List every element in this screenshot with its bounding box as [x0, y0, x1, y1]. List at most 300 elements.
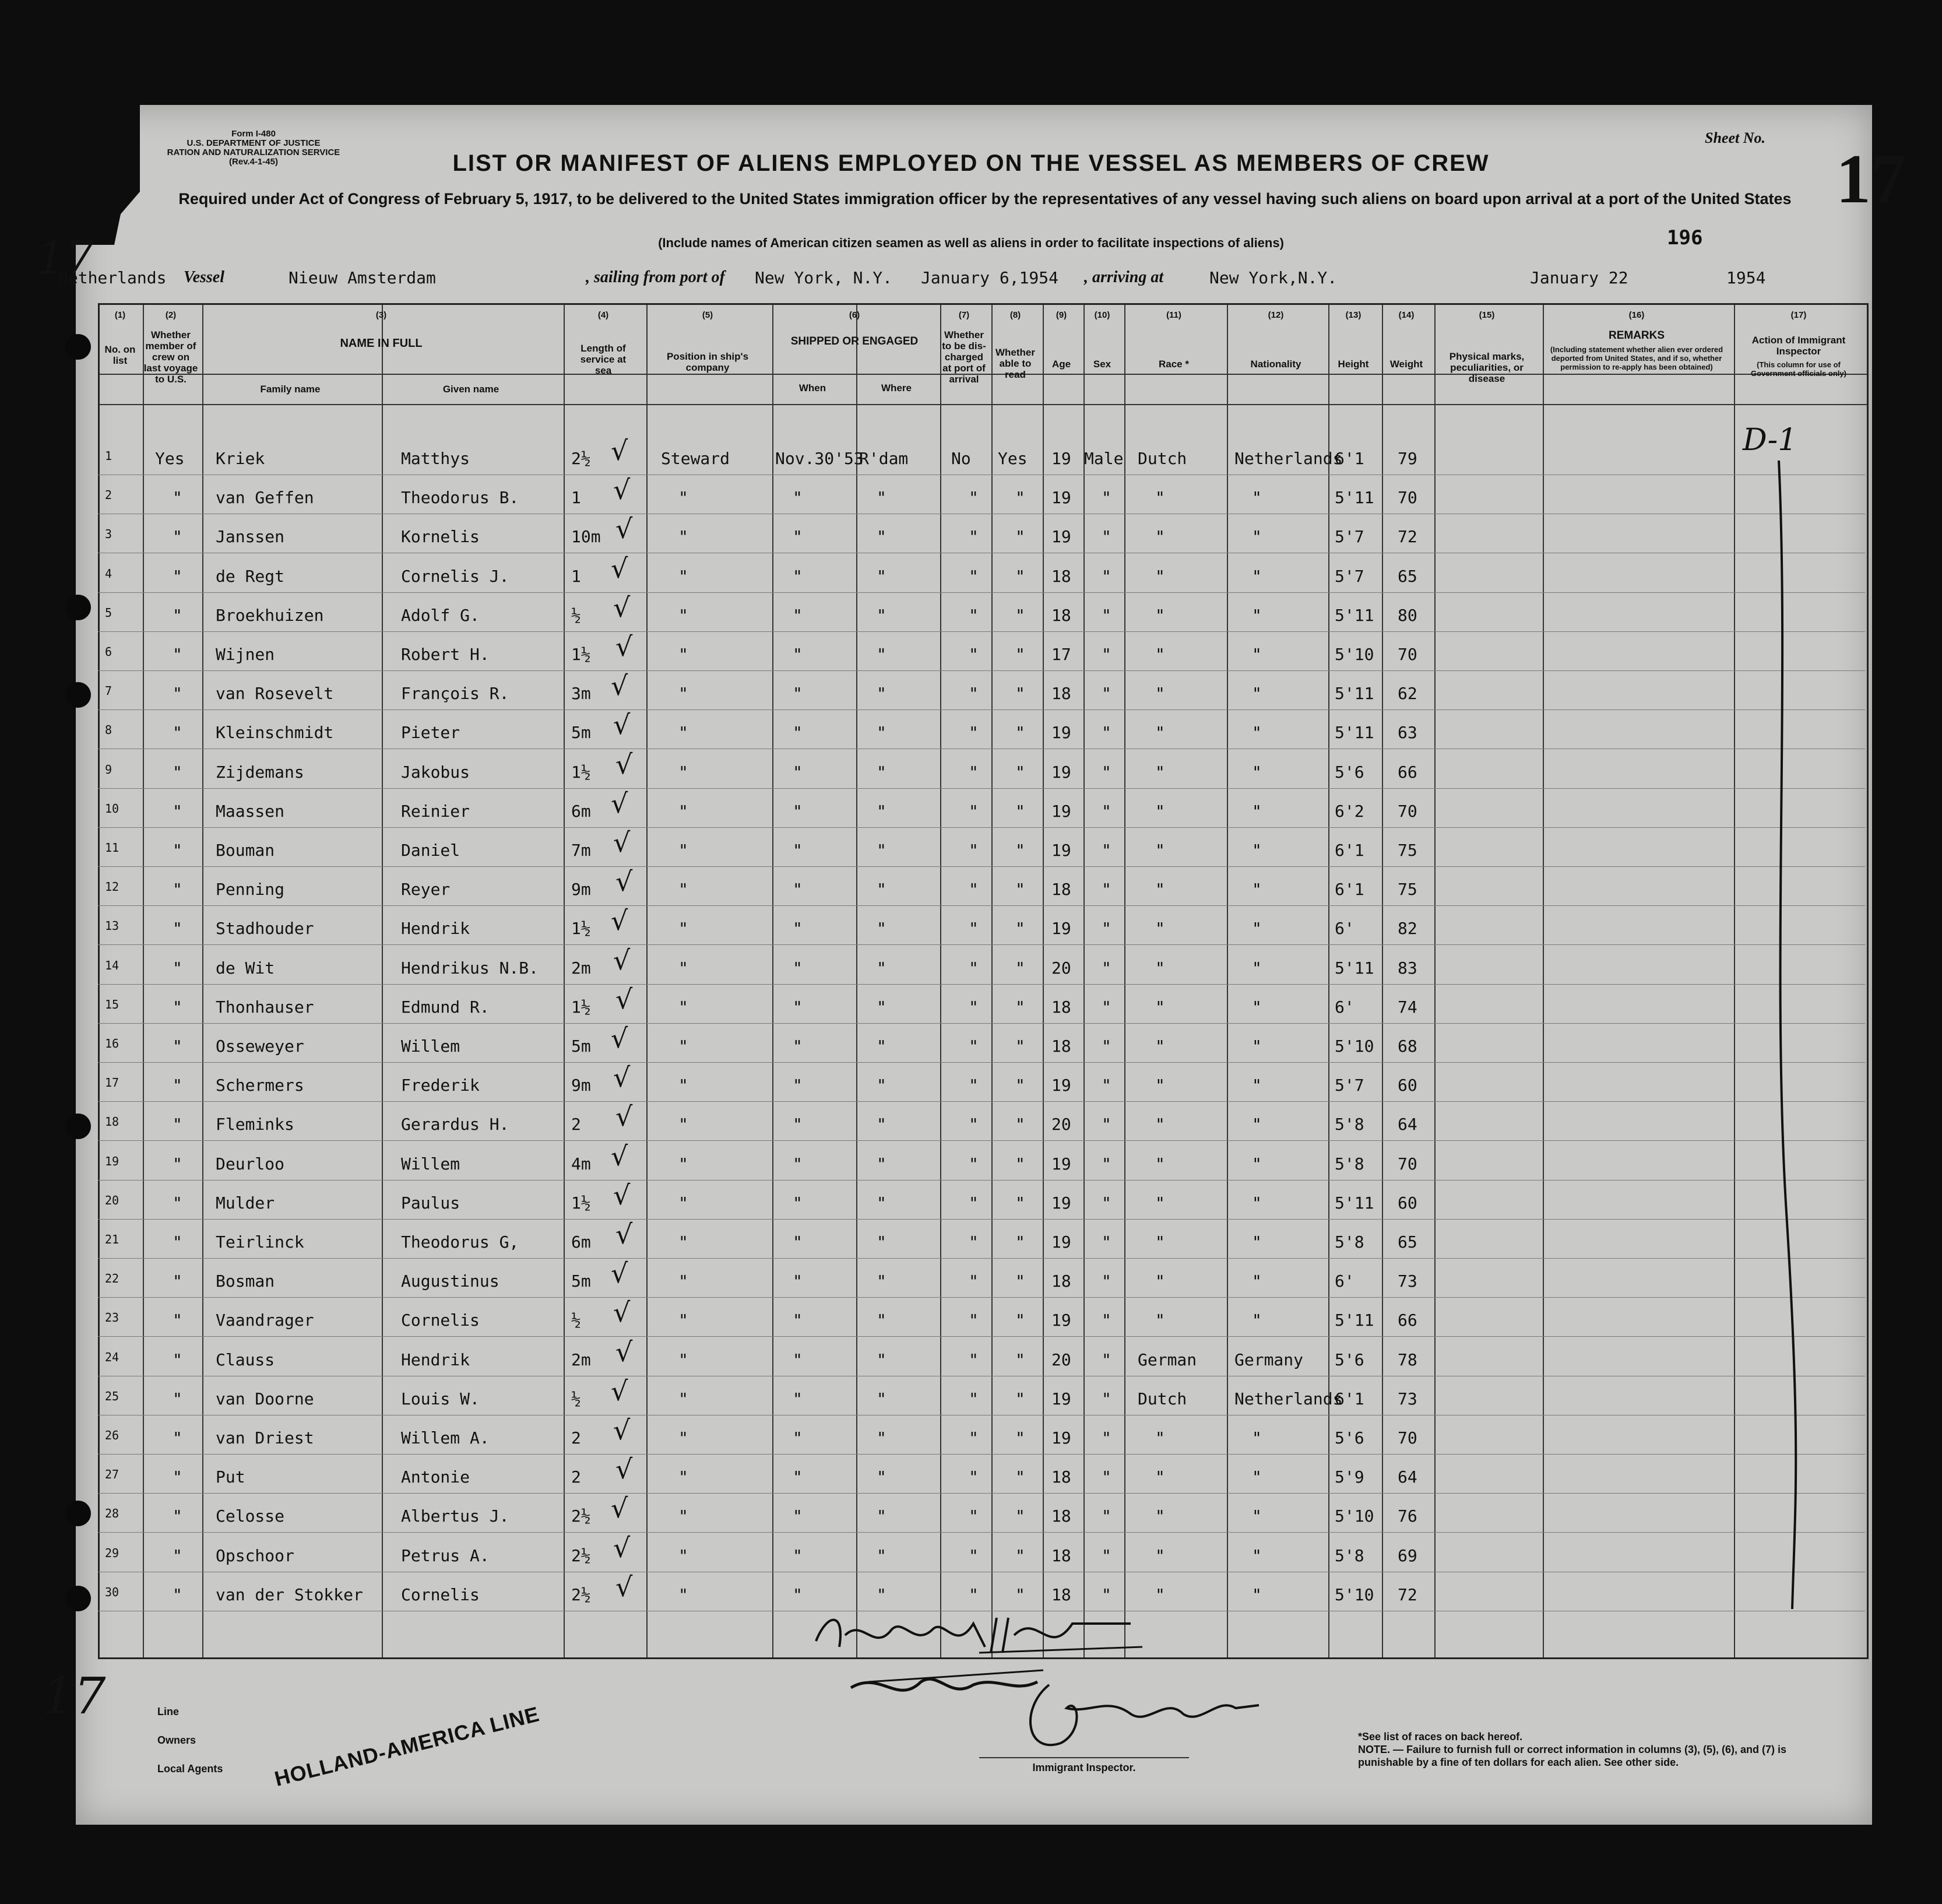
shipped-when: ": [793, 958, 803, 978]
row-rule: [98, 1140, 1865, 1141]
shipped-when: ": [793, 1193, 803, 1213]
sex: ": [1102, 958, 1111, 978]
crew-last-voyage: ": [173, 1389, 182, 1408]
check-mark: √: [611, 1257, 628, 1290]
check-mark: √: [611, 1375, 628, 1407]
nationality: ": [1252, 919, 1262, 939]
arrival-port: New York,N.Y.: [1209, 268, 1338, 287]
length-of-service: 1½: [571, 919, 591, 939]
row-rule: [98, 1454, 1865, 1455]
discharged: ": [969, 762, 979, 782]
race: ": [1155, 723, 1165, 743]
given-name: Matthys: [401, 449, 470, 468]
crew-last-voyage: ": [173, 801, 182, 821]
row-rule: [98, 1297, 1865, 1298]
sex: ": [1102, 1311, 1111, 1330]
position: ": [678, 1193, 688, 1213]
row-number: 24: [105, 1350, 119, 1364]
crew-last-voyage: ": [173, 762, 182, 782]
col-3-family-label: Family name: [260, 384, 321, 395]
given-name: Reyer: [401, 880, 451, 900]
revision-date: (Rev.4-1-45): [229, 157, 278, 167]
height: 5'11: [1335, 958, 1374, 978]
weight: 75: [1398, 880, 1417, 900]
sheet-number: 17: [1836, 140, 1906, 217]
col-14-number: (14): [1398, 310, 1415, 320]
col-6-where-label: Where: [881, 382, 912, 394]
position: Steward: [661, 449, 730, 468]
col-16-sublabel: (Including statement whether alien ever ordered deported from United States, and if so, whether permission to re-apply has been obtained): [1550, 345, 1723, 371]
check-mark: √: [615, 1218, 633, 1250]
row-rule: [98, 592, 1865, 593]
col-16-label: REMARKS: [1608, 329, 1665, 342]
shipped-when: ": [793, 1271, 803, 1291]
sex: ": [1102, 1350, 1111, 1369]
col-15-number: (15): [1479, 310, 1495, 320]
crew-last-voyage: ": [173, 488, 182, 508]
weight: 80: [1398, 605, 1417, 625]
nationality: ": [1252, 1428, 1262, 1448]
given-name: Louis W.: [401, 1389, 480, 1408]
sex: ": [1102, 1545, 1111, 1565]
sex: ": [1102, 1585, 1111, 1604]
crew-last-voyage: ": [173, 723, 182, 743]
check-mark: √: [615, 1571, 633, 1603]
col-4-label: Length of service at sea: [580, 343, 627, 376]
check-mark: √: [611, 552, 628, 584]
sex: ": [1102, 1193, 1111, 1213]
row-number: 11: [105, 841, 119, 855]
age: 19: [1051, 801, 1071, 821]
discharged: ": [969, 1350, 979, 1369]
punch-hole: [65, 1501, 91, 1526]
length-of-service: ½: [571, 1389, 581, 1408]
check-mark: √: [613, 591, 631, 623]
row-rule: [98, 1258, 1865, 1259]
shipped-where: ": [877, 1545, 886, 1565]
shipped-when: ": [793, 880, 803, 900]
family-name: Clauss: [216, 1350, 275, 1369]
able-to-read: ": [1015, 1193, 1025, 1213]
check-mark: √: [615, 983, 633, 1015]
nationality: ": [1252, 1115, 1262, 1134]
sex: ": [1102, 527, 1111, 547]
crew-last-voyage: ": [173, 958, 182, 978]
row-number: 1: [105, 449, 112, 463]
check-mark: √: [613, 1414, 631, 1446]
col-3-label: NAME IN FULL: [340, 337, 423, 350]
row-number: 5: [105, 605, 112, 620]
race: ": [1155, 801, 1165, 821]
age: 20: [1051, 1115, 1071, 1134]
age: 19: [1051, 1389, 1071, 1408]
row-rule: [98, 1101, 1865, 1102]
able-to-read: ": [1015, 527, 1025, 547]
crew-last-voyage: ": [173, 997, 182, 1017]
table-row: [98, 513, 1865, 555]
weight: 65: [1398, 1232, 1417, 1252]
nationality: ": [1252, 645, 1262, 664]
family-name: de Wit: [216, 958, 275, 978]
shipped-when: ": [793, 1389, 803, 1408]
col-9-number: (9): [1056, 310, 1067, 320]
row-rule: [98, 1532, 1865, 1533]
discharged: ": [969, 684, 979, 704]
shipped-where: ": [877, 1076, 886, 1095]
height: 5'6: [1335, 1428, 1364, 1448]
shipped-when: ": [793, 1037, 803, 1056]
row-number: 26: [105, 1428, 119, 1442]
family-name: van Rosevelt: [216, 684, 334, 704]
discharged: ": [969, 997, 979, 1017]
sex: ": [1102, 1506, 1111, 1526]
length-of-service: 1: [571, 488, 581, 508]
position: ": [678, 1154, 688, 1174]
given-name: Theodorus B.: [401, 488, 519, 508]
able-to-read: ": [1015, 1545, 1025, 1565]
discharged: ": [969, 801, 979, 821]
shipped-where: ": [877, 1037, 886, 1056]
shipped-where: ": [877, 488, 886, 508]
age: 19: [1051, 527, 1071, 547]
row-number: 29: [105, 1545, 119, 1560]
sailing-label: , sailing from port of: [586, 268, 725, 286]
race: ": [1155, 488, 1165, 508]
position: ": [678, 1428, 688, 1448]
height: 5'7: [1335, 527, 1364, 547]
row-rule: [98, 709, 1865, 710]
weight: 83: [1398, 958, 1417, 978]
length-of-service: 2: [571, 1115, 581, 1134]
given-name: Robert H.: [401, 645, 490, 664]
crew-last-voyage: ": [173, 684, 182, 704]
departure-date: January 6,1954: [921, 268, 1059, 287]
nationality: ": [1252, 566, 1262, 586]
race: ": [1155, 605, 1165, 625]
check-mark: √: [611, 670, 628, 702]
weight: 82: [1398, 919, 1417, 939]
given-name: Cornelis J.: [401, 566, 509, 586]
length-of-service: 2½: [571, 449, 591, 468]
col-3-number: (3): [375, 310, 387, 320]
shipped-when: ": [793, 1545, 803, 1565]
given-name: Petrus A.: [401, 1545, 490, 1565]
race: ": [1155, 1545, 1165, 1565]
shipped-where: ": [877, 841, 886, 860]
check-mark: √: [611, 905, 628, 937]
discharged: ": [969, 1428, 979, 1448]
height: 5'7: [1335, 566, 1364, 586]
shipped-where: ": [877, 919, 886, 939]
sex: ": [1102, 841, 1111, 860]
age: 19: [1051, 1154, 1071, 1174]
form-number: Form I-480: [231, 129, 276, 139]
height: 5'8: [1335, 1154, 1364, 1174]
row-number: 27: [105, 1467, 119, 1482]
sheet-label: Sheet No.: [1705, 129, 1765, 146]
able-to-read: ": [1015, 841, 1025, 860]
col-15-label: Physical marks, peculiarities, or disease: [1449, 351, 1525, 384]
given-name: Daniel: [401, 841, 460, 860]
col-9-label: Age: [1051, 359, 1071, 370]
crew-last-voyage: ": [173, 1271, 182, 1291]
height: 5'10: [1335, 1506, 1374, 1526]
given-name: Augustinus: [401, 1271, 499, 1291]
col-4-number: (4): [597, 310, 609, 320]
race: ": [1155, 1076, 1165, 1095]
weight: 63: [1398, 723, 1417, 743]
nationality: Germany: [1234, 1350, 1304, 1369]
inspector-mark: D-1: [1743, 423, 1797, 458]
nationality: ": [1252, 488, 1262, 508]
length-of-service: 3m: [571, 684, 591, 704]
race: ": [1155, 1115, 1165, 1134]
family-name: Vaandrager: [216, 1311, 314, 1330]
position: ": [678, 1037, 688, 1056]
table-row: [98, 670, 1865, 712]
nationality: ": [1252, 1076, 1262, 1095]
length-of-service: 10m: [571, 527, 601, 547]
race: ": [1155, 1506, 1165, 1526]
weight: 66: [1398, 762, 1417, 782]
shipped-where: ": [877, 1467, 886, 1487]
position: ": [678, 566, 688, 586]
table-row: [98, 1257, 1865, 1299]
row-number: 19: [105, 1154, 119, 1168]
master-signature: [804, 1600, 1154, 1664]
family-name: Zijdemans: [216, 762, 304, 782]
shipped-when: ": [793, 801, 803, 821]
able-to-read: ": [1015, 684, 1025, 704]
family-name: Fleminks: [216, 1115, 294, 1134]
position: ": [678, 1585, 688, 1604]
crew-last-voyage: ": [173, 880, 182, 900]
given-name: Hendrik: [401, 1350, 470, 1369]
discharged: ": [969, 880, 979, 900]
sex: ": [1102, 1467, 1111, 1487]
height: 6'1: [1335, 880, 1364, 900]
stamp-number: 196: [1667, 226, 1703, 250]
voyage-info: [58, 268, 1877, 289]
penalty-note: NOTE. — Failure to furnish full or correct information in columns (3), (5), (6), and (7) is punishable by a fine of ten dollars for each alien. See other side.: [1358, 1744, 1787, 1768]
table-row: [98, 1062, 1865, 1104]
col-17-sublabel: (This column for use of Government officials only): [1751, 360, 1846, 378]
able-to-read: ": [1015, 1467, 1025, 1487]
position: ": [678, 919, 688, 939]
sex: ": [1102, 1076, 1111, 1095]
family-name: Kleinschmidt: [216, 723, 334, 743]
discharged: No: [951, 449, 971, 468]
table-row: [98, 435, 1865, 477]
weight: 66: [1398, 1311, 1417, 1330]
race: ": [1155, 1271, 1165, 1291]
given-name: Cornelis: [401, 1585, 480, 1604]
position: ": [678, 1076, 688, 1095]
row-number: 2: [105, 488, 112, 503]
sex: ": [1102, 605, 1111, 625]
family-name: van Doorne: [216, 1389, 314, 1408]
able-to-read: ": [1015, 1506, 1025, 1526]
nationality: ": [1252, 801, 1262, 821]
row-rule: [98, 827, 1865, 828]
able-to-read: ": [1015, 1154, 1025, 1174]
family-name: Penning: [216, 880, 285, 900]
position: ": [678, 1389, 688, 1408]
race: ": [1155, 1193, 1165, 1213]
race: ": [1155, 684, 1165, 704]
row-number: 15: [105, 997, 119, 1011]
age: 20: [1051, 958, 1071, 978]
row-rule: [98, 631, 1865, 632]
age: 19: [1051, 1076, 1071, 1095]
able-to-read: ": [1015, 1585, 1025, 1604]
row-rule: [98, 1062, 1865, 1063]
nationality: ": [1252, 1271, 1262, 1291]
weight: 70: [1398, 1428, 1417, 1448]
family-name: Thonhauser: [216, 997, 314, 1017]
crew-last-voyage: ": [173, 1037, 182, 1056]
nationality: ": [1252, 1467, 1262, 1487]
owners-label: Owners: [157, 1734, 196, 1746]
table-row: [98, 1140, 1865, 1182]
check-mark: √: [611, 435, 628, 466]
weight: 60: [1398, 1193, 1417, 1213]
shipped-when: ": [793, 645, 803, 664]
col-1-label: No. on list: [104, 344, 136, 366]
sex: ": [1102, 566, 1111, 586]
age: 17: [1051, 645, 1071, 664]
row-rule: [98, 1493, 1865, 1494]
shipped-where: ": [877, 723, 886, 743]
punch-hole: [65, 595, 91, 620]
row-number: 13: [105, 919, 119, 933]
given-name: Willem: [401, 1154, 460, 1174]
height: 6'1: [1335, 449, 1364, 468]
weight: 72: [1398, 527, 1417, 547]
nationality: ": [1252, 684, 1262, 704]
able-to-read: ": [1015, 1428, 1025, 1448]
length-of-service: 1½: [571, 1193, 591, 1213]
able-to-read: ": [1015, 958, 1025, 978]
age: 18: [1051, 997, 1071, 1017]
family-name: Celosse: [216, 1506, 285, 1526]
row-number: 25: [105, 1389, 119, 1403]
length-of-service: 2½: [571, 1585, 591, 1604]
row-rule: [98, 670, 1865, 671]
sex: ": [1102, 1232, 1111, 1252]
height: 5'7: [1335, 1076, 1364, 1095]
family-name: Deurloo: [216, 1154, 285, 1174]
given-name: Jakobus: [401, 762, 470, 782]
row-rule: [98, 944, 1865, 945]
table-row: [98, 827, 1865, 869]
shipped-when: ": [793, 841, 803, 860]
family-name: Broekhuizen: [216, 605, 324, 625]
able-to-read: ": [1015, 880, 1025, 900]
given-name: Cornelis: [401, 1311, 480, 1330]
nationality: ": [1252, 1154, 1262, 1174]
shipped-when: ": [793, 723, 803, 743]
shipped-where: ": [877, 1585, 886, 1604]
position: ": [678, 997, 688, 1017]
given-name: Kornelis: [401, 527, 480, 547]
row-rule: [98, 984, 1865, 985]
discharged: ": [969, 958, 979, 978]
shipped-when: Nov.30'53: [775, 449, 864, 468]
col-17-number: (17): [1790, 310, 1807, 320]
position: ": [678, 958, 688, 978]
weight: 74: [1398, 997, 1417, 1017]
shipped-when: ": [793, 762, 803, 782]
check-mark: √: [613, 474, 631, 506]
age: 18: [1051, 684, 1071, 704]
able-to-read: ": [1015, 1350, 1025, 1369]
check-mark: √: [613, 1531, 631, 1564]
position: ": [678, 1115, 688, 1134]
weight: 72: [1398, 1585, 1417, 1604]
check-mark: √: [615, 1453, 633, 1485]
shipped-when: ": [793, 566, 803, 586]
table-row: [98, 1531, 1865, 1574]
check-mark: √: [613, 709, 631, 741]
shipped-where: ": [877, 1506, 886, 1526]
position: ": [678, 1271, 688, 1291]
position: ": [678, 1467, 688, 1487]
race: ": [1155, 527, 1165, 547]
given-name: Edmund R.: [401, 997, 490, 1017]
discharged: ": [969, 1467, 979, 1487]
row-rule: [98, 1180, 1865, 1181]
crew-last-voyage: ": [173, 1506, 182, 1526]
length-of-service: 9m: [571, 880, 591, 900]
age: 19: [1051, 488, 1071, 508]
row-number: 3: [105, 527, 112, 542]
nationality: ": [1252, 1232, 1262, 1252]
row-number: 16: [105, 1037, 119, 1051]
row-rule: [98, 905, 1865, 906]
given-name: Reinier: [401, 801, 470, 821]
punch-hole: [65, 682, 91, 708]
weight: 73: [1398, 1389, 1417, 1408]
family-name: Bouman: [216, 841, 275, 860]
check-mark: √: [611, 787, 628, 819]
nationality: ": [1252, 997, 1262, 1017]
crew-last-voyage: ": [173, 919, 182, 939]
discharged: ": [969, 1193, 979, 1213]
shipped-where: ": [877, 1350, 886, 1369]
department: U.S. DEPARTMENT OF JUSTICE: [187, 138, 321, 148]
position: ": [678, 1506, 688, 1526]
family-name: van Geffen: [216, 488, 314, 508]
crew-last-voyage: ": [173, 1311, 182, 1330]
handwritten-17-bottom: 17: [42, 1667, 106, 1726]
inspector-vertical-line: [1772, 455, 1807, 1615]
crew-last-voyage: ": [173, 1115, 182, 1134]
shipped-where: ": [877, 527, 886, 547]
length-of-service: 1½: [571, 762, 591, 782]
crew-last-voyage: ": [173, 1076, 182, 1095]
races-note: *See list of races on back hereof.: [1358, 1731, 1523, 1743]
line-label: Line: [157, 1706, 180, 1717]
holland-america-stamp: HOLLAND-AMERICA LINE: [272, 1702, 542, 1791]
col-14-label: Weight: [1389, 359, 1423, 370]
nationality: ": [1252, 762, 1262, 782]
col-12-label: Nationality: [1250, 359, 1301, 370]
col-13-label: Height: [1338, 359, 1369, 370]
given-name: Pieter: [401, 723, 460, 743]
sex: ": [1102, 880, 1111, 900]
age: 18: [1051, 1545, 1071, 1565]
